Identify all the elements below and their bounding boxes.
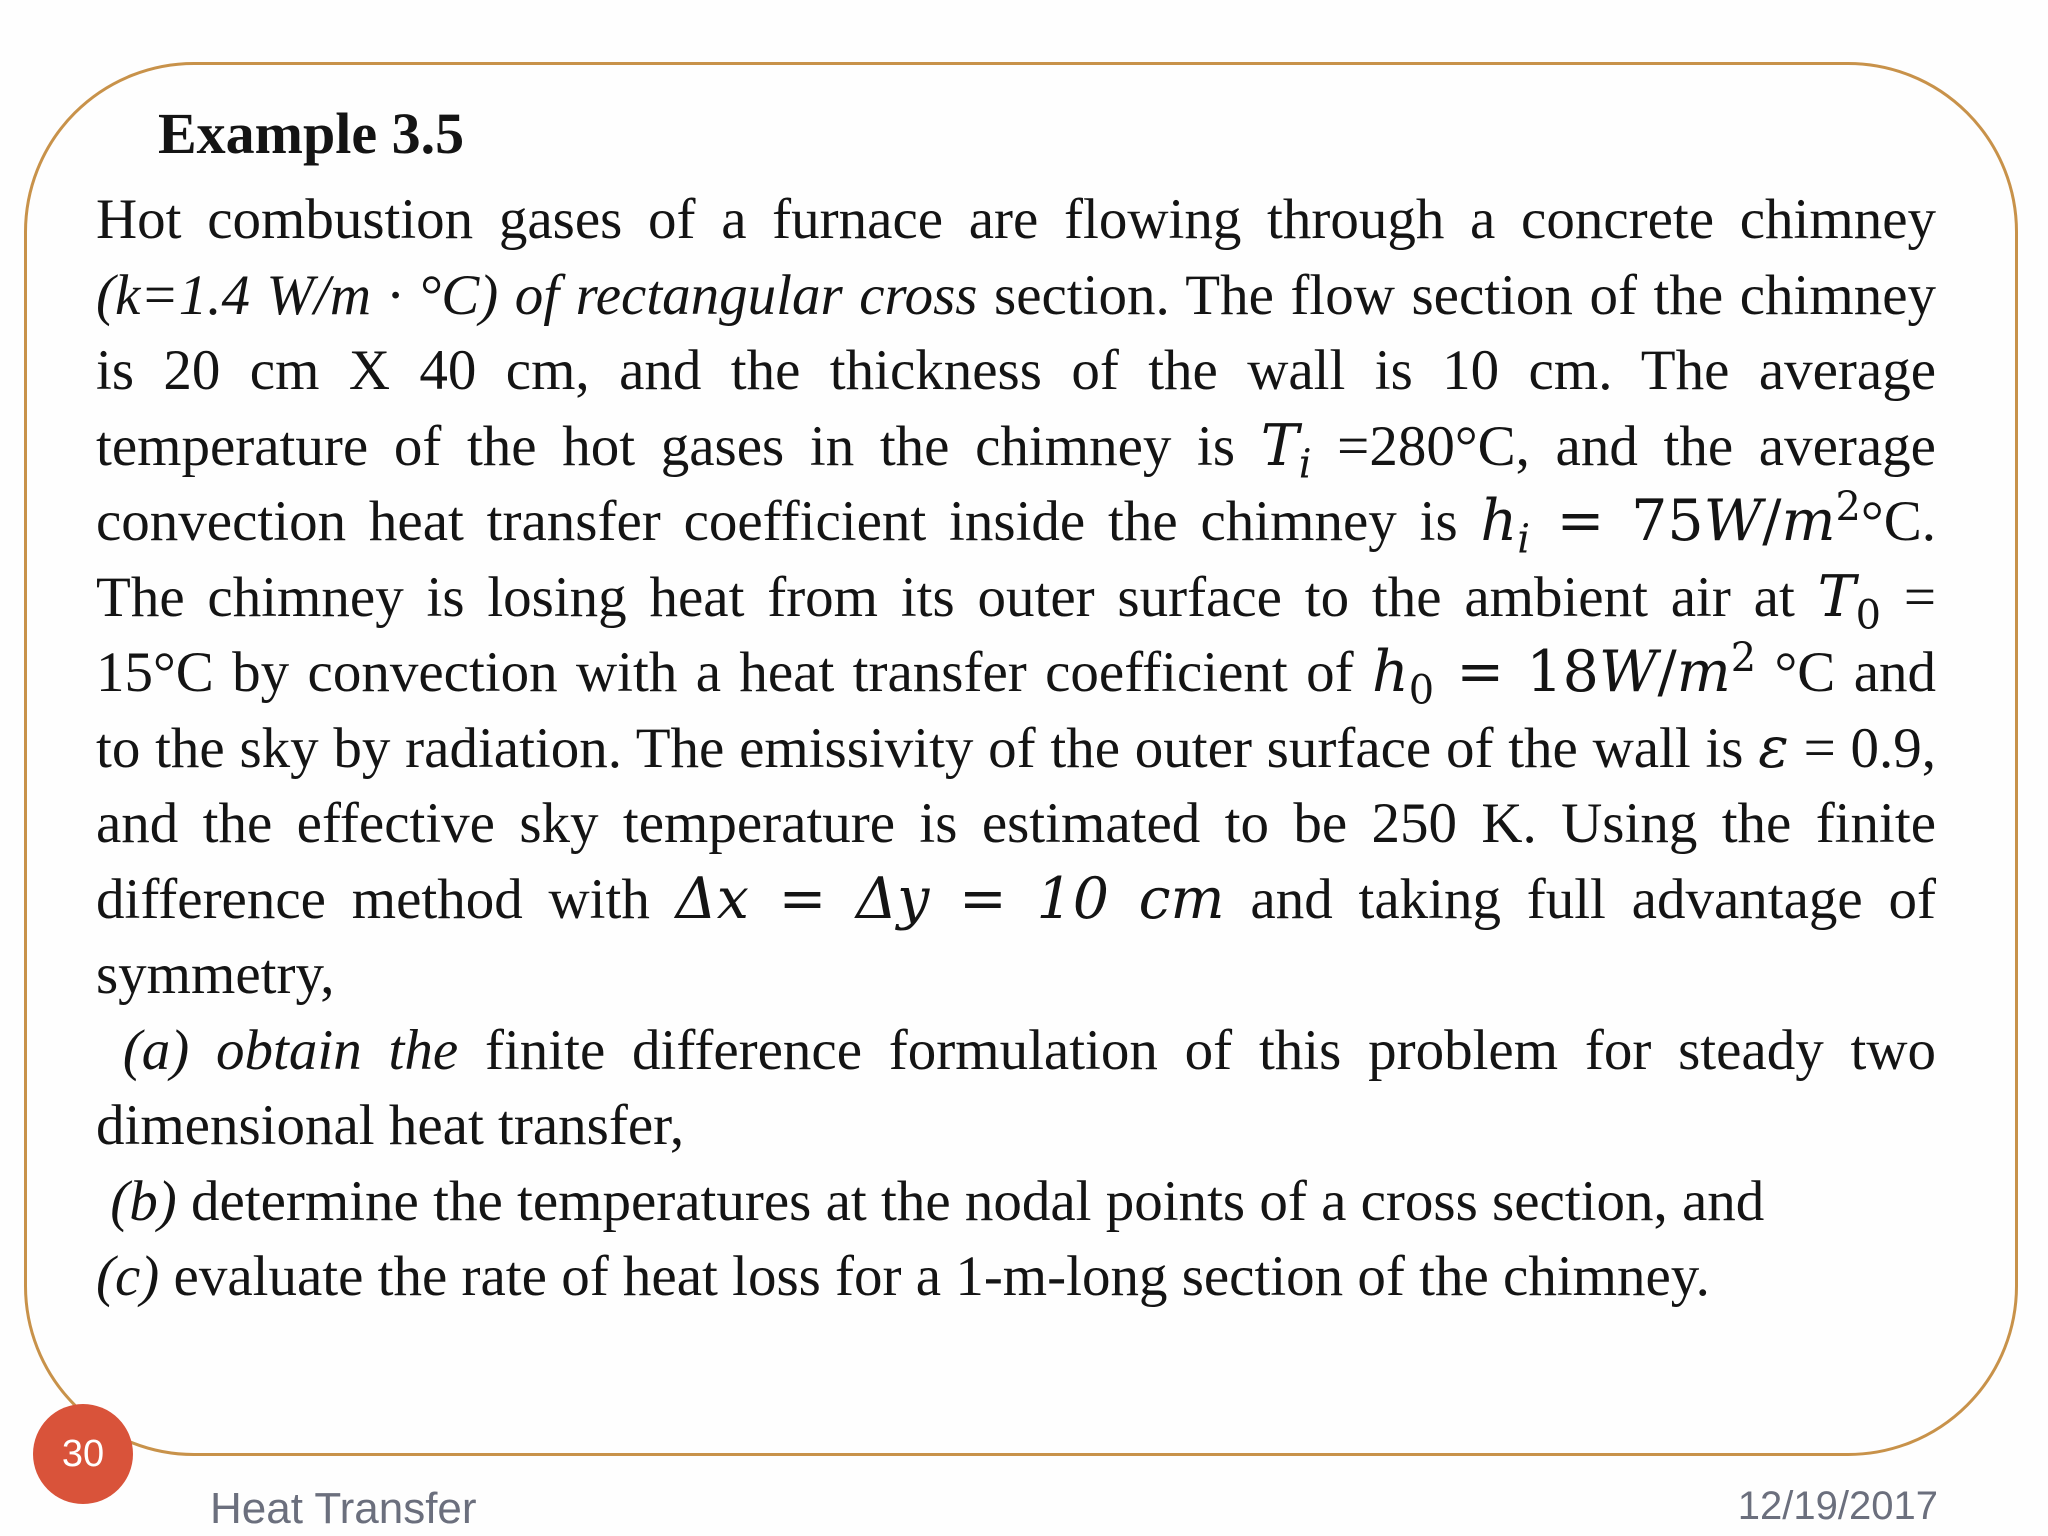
hi-unit-m: m bbox=[1781, 488, 1836, 554]
hi-subscript: i bbox=[1517, 516, 1530, 563]
part-a-italic-text: obtain the bbox=[189, 1018, 459, 1082]
hi-unit-w: W bbox=[1703, 488, 1763, 554]
problem-ambient-text: °C. The chimney is losing heat from its outer surface to the ambient air at bbox=[96, 490, 1936, 629]
to-subscript: 0 bbox=[1855, 591, 1882, 638]
part-a bbox=[96, 1013, 1936, 1164]
footer-course-title: Heat Transfer bbox=[210, 1484, 477, 1533]
page-number-badge: 30 bbox=[33, 1404, 133, 1504]
ho-unit-m: m bbox=[1676, 639, 1731, 705]
hi-unit-exponent: 2 bbox=[1835, 484, 1861, 530]
ho-subscript: 0 bbox=[1408, 667, 1435, 714]
problem-intro-text: Hot combustion gases of a furnace are flowing through a concrete chimney bbox=[96, 188, 1936, 251]
part-c-text: evaluate the rate of heat loss for a 1-m-long section of the chimney. bbox=[159, 1245, 1710, 1308]
problem-paragraph bbox=[96, 182, 1936, 1013]
ho-unit-w: W bbox=[1598, 639, 1658, 705]
conductivity-text: (k=1.4 W/m · °C) of rectangular cross bbox=[96, 263, 978, 327]
ho-symbol: h bbox=[1371, 639, 1409, 705]
ti-value: =280°C, bbox=[1311, 414, 1530, 478]
hi-value: = 75 bbox=[1529, 488, 1704, 554]
ti-symbol: T bbox=[1260, 412, 1299, 479]
problem-flow-section-text: section. The flow section of the chimney is 20 cm X 40 cm, and the thickness of the wall is 10 cm. The average temperature of the hot gases in the chimney is bbox=[96, 263, 1936, 478]
part-a-label: (a) bbox=[122, 1018, 190, 1082]
part-b-text: determine the temperatures at the nodal points of a cross section, and bbox=[176, 1169, 1765, 1233]
emissivity-symbol: ε bbox=[1758, 714, 1789, 781]
part-c-label: (c) bbox=[96, 1245, 160, 1308]
emissivity-value: = 0.9, bbox=[1788, 716, 1936, 780]
problem-radiation-text: °C and to the sky by radiation. The emissivity of the outer surface of the wall is bbox=[96, 641, 1936, 780]
slide-content bbox=[96, 96, 1936, 1315]
problem-statement bbox=[96, 182, 1936, 1315]
ti-subscript: i bbox=[1298, 440, 1312, 487]
part-c bbox=[96, 1239, 1936, 1315]
footer-date: 12/19/2017 bbox=[1737, 1484, 1938, 1528]
problem-symmetry-text: and taking full advantage of symmetry, bbox=[96, 867, 1936, 1006]
example-title: Example 3.5 bbox=[158, 101, 465, 166]
hi-symbol: h bbox=[1480, 488, 1518, 554]
ho-unit-exponent: 2 bbox=[1730, 635, 1757, 681]
hi-unit-slash: / bbox=[1762, 488, 1782, 554]
part-a-text: finite difference formulation of this problem for steady two dimensional heat transfer, bbox=[96, 1018, 1937, 1157]
part-b-label: (b) bbox=[110, 1169, 177, 1233]
to-symbol: T bbox=[1817, 563, 1856, 630]
problem-convection-text: and the average convection heat transfer coefficient inside the chimney is bbox=[96, 414, 1936, 553]
part-b bbox=[96, 1164, 1936, 1240]
problem-sky-text: and the effective sky temperature is estimated to be 250 K. Using the finite difference method with bbox=[96, 792, 1936, 931]
ho-unit-slash: / bbox=[1657, 639, 1677, 705]
to-value: = 15°C by convection with a heat transfer coefficient of bbox=[96, 565, 1936, 704]
ho-value: = 18 bbox=[1434, 639, 1599, 705]
grid-spacing-equation: Δx = Δy = 10 cm bbox=[675, 865, 1225, 932]
